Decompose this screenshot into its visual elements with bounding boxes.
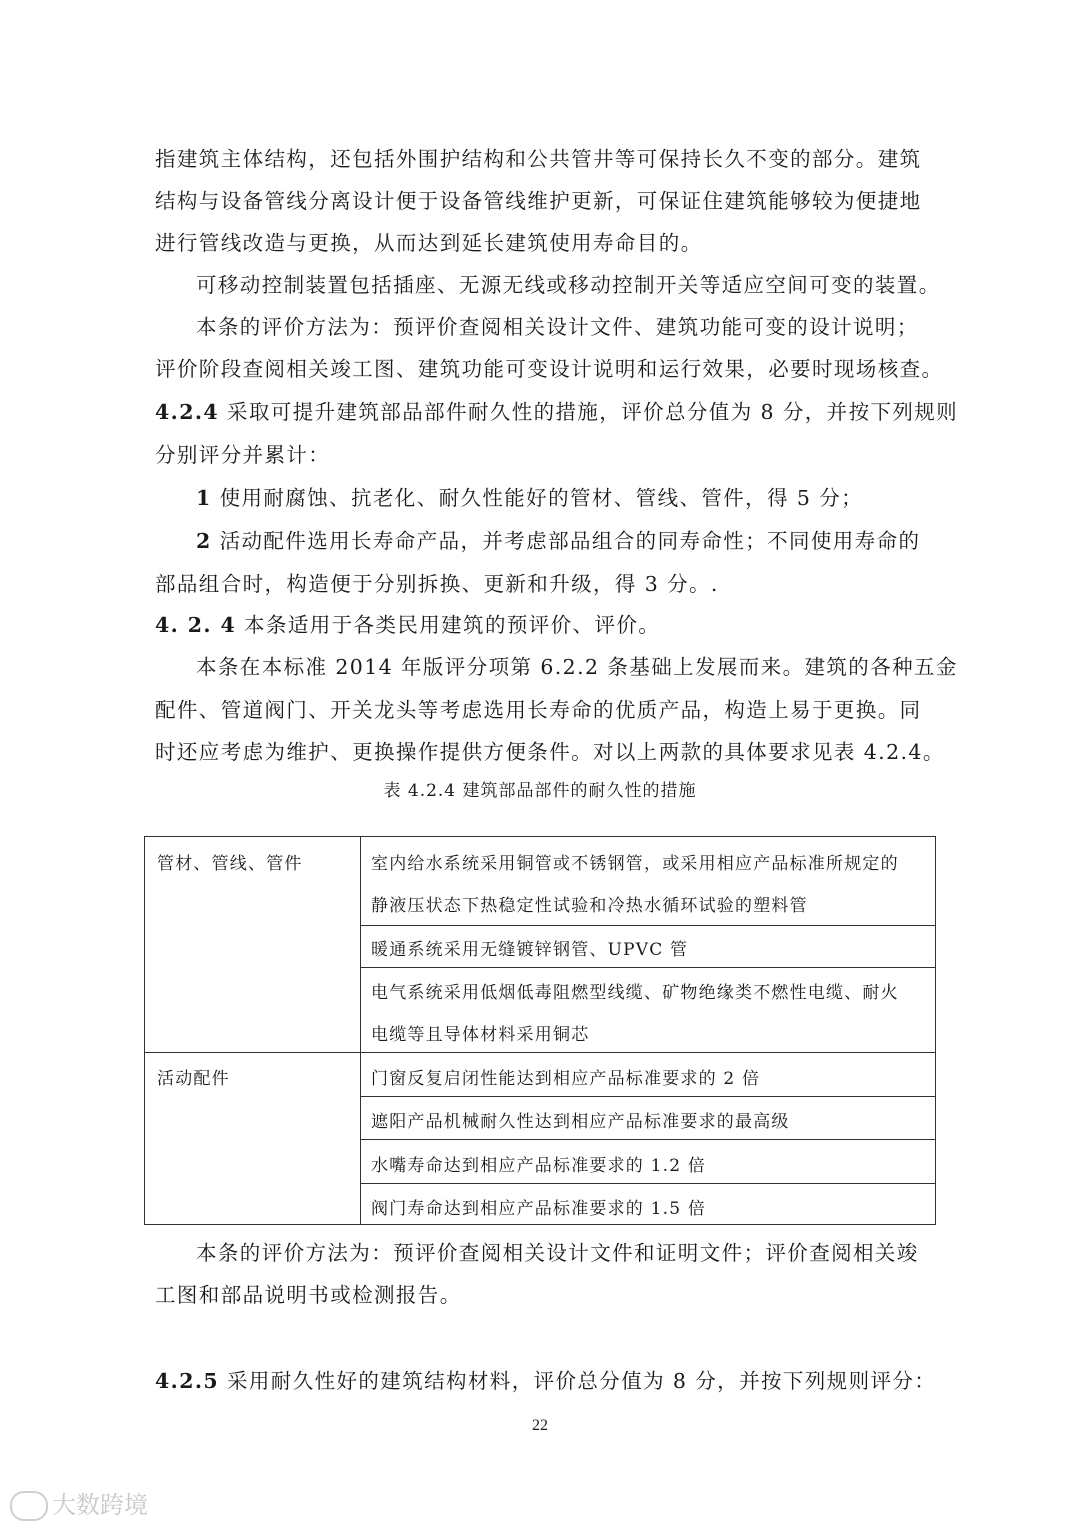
table-cell: 门窗反复启闭性能达到相应产品标准要求的 2 倍 xyxy=(371,1069,761,1089)
watermark xyxy=(10,1485,148,1521)
watermark-logo-icon xyxy=(10,1491,48,1521)
item-text: 活动配件选用长寿命产品，并考虑部品组合的同寿命性；不同使用寿命的 xyxy=(211,529,921,553)
column-divider xyxy=(360,837,361,1224)
table-cell: 阀门寿命达到相应产品标准要求的 1.5 倍 xyxy=(371,1199,707,1219)
paragraph-line: 本条的评价方法为：预评价查阅相关设计文件、建筑功能可变的设计说明； xyxy=(196,315,919,339)
watermark-text: 大数跨境 xyxy=(52,1491,148,1519)
item-number: 1 xyxy=(196,486,212,510)
clause-text: 采用耐久性好的建筑结构材料，评价总分值为 8 分，并按下列规则评分： xyxy=(219,1369,937,1393)
explanation-heading xyxy=(155,608,660,638)
row-divider xyxy=(360,1139,935,1140)
clause-heading xyxy=(155,395,958,425)
table-cell: 暖通系统采用无缝镀锌钢管、UPVC 管 xyxy=(371,940,689,960)
table-cell: 电气系统采用低烟低毒阻燃型线缆、矿物绝缘类不燃性电缆、耐火 xyxy=(371,983,899,1003)
item-number: 2 xyxy=(196,529,212,553)
row-divider xyxy=(360,925,935,926)
paragraph-line: 可移动控制装置包括插座、无源无线或移动控制开关等适应空间可变的装置。 xyxy=(196,273,941,297)
paragraph-line: 时还应考虑为维护、更换操作提供方便条件。对以上两款的具体要求见表 4.2.4。 xyxy=(155,740,945,764)
clause-text: 采取可提升建筑部品部件耐久性的措施，评价总分值为 8 分，并按下列规则 xyxy=(219,400,959,424)
table-cell: 静液压状态下热稳定性试验和冷热水循环试验的塑料管 xyxy=(371,896,808,916)
table-cell: 遮阳产品机械耐久性达到相应产品标准要求的最高级 xyxy=(371,1112,790,1132)
row-divider xyxy=(360,1096,935,1097)
list-item xyxy=(196,481,863,511)
table-cell: 电缆等且导体材料采用铜芯 xyxy=(371,1025,590,1045)
row-divider xyxy=(360,1183,935,1184)
clause-number: 4.2.5 xyxy=(155,1369,220,1393)
item-text: 使用耐腐蚀、抗老化、耐久性能好的管材、管线、管件，得 5 分； xyxy=(211,486,864,510)
list-item xyxy=(196,524,920,554)
paragraph-line: 配件、管道阀门、开关龙头等考虑选用长寿命的优质产品，构造上易于更换。同 xyxy=(155,698,922,722)
paragraph-line: 本条的评价方法为：预评价查阅相关设计文件和证明文件；评价查阅相关竣 xyxy=(196,1241,919,1265)
page-number: 22 xyxy=(532,1417,548,1434)
table-cell: 水嘴寿命达到相应产品标准要求的 1.2 倍 xyxy=(371,1156,707,1176)
table-cell: 室内给水系统采用铜管或不锈钢管，或采用相应产品标准所规定的 xyxy=(371,854,899,874)
explanation-text: 本条适用于各类民用建筑的预评价、评价。 xyxy=(236,613,661,637)
paragraph-line: 分别评分并累计： xyxy=(155,443,331,467)
next-clause-heading xyxy=(155,1364,936,1394)
row-divider xyxy=(360,967,935,968)
paragraph-line: 进行管线改造与更换，从而达到延长建筑使用寿命目的。 xyxy=(155,231,703,255)
paragraph-line: 结构与设备管线分离设计便于设备管线维护更新，可保证住建筑能够较为便捷地 xyxy=(155,189,922,213)
explanation-number: 4. 2. 4 xyxy=(155,613,237,637)
clause-number: 4.2.4 xyxy=(155,400,220,424)
measures-table xyxy=(144,836,936,1225)
paragraph-line: 工图和部品说明书或检测报告。 xyxy=(155,1283,462,1307)
row-divider xyxy=(145,1052,935,1053)
paragraph-line: 评价阶段查阅相关竣工图、建筑功能可变设计说明和运行效果，必要时现场核查。 xyxy=(155,357,944,381)
table-group-label: 活动配件 xyxy=(157,1069,230,1089)
paragraph-line: 指建筑主体结构，还包括外围护结构和公共管井等可保持长久不变的部分。建筑 xyxy=(155,147,922,171)
paragraph-line: 部品组合时，构造便于分别拆换、更新和升级，得 3 分。. xyxy=(155,572,719,596)
table-caption: 表 4.2.4 建筑部品部件的耐久性的措施 xyxy=(383,781,697,801)
table-group-label: 管材、管线、管件 xyxy=(157,854,303,874)
paragraph-line: 本条在本标准 2014 年版评分项第 6.2.2 条基础上发展而来。建筑的各种五金 xyxy=(196,655,958,679)
